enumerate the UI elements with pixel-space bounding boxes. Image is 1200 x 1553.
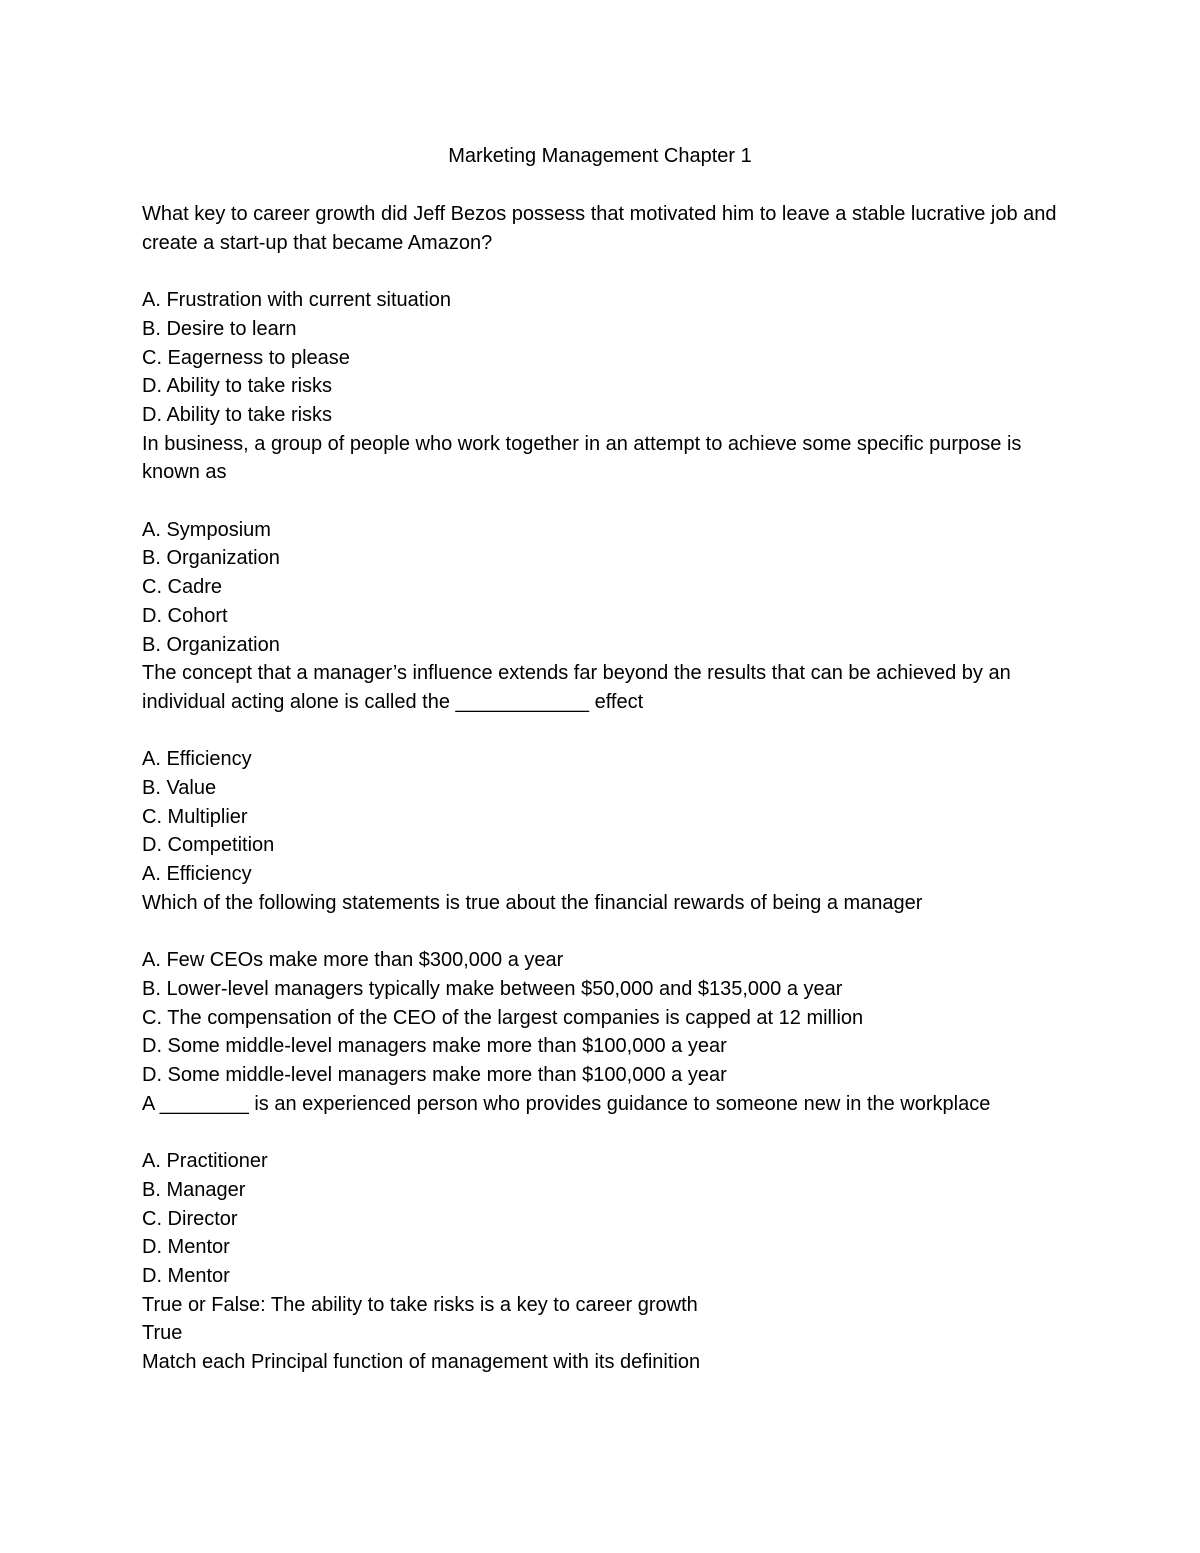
option-b: B. Value [142, 777, 217, 800]
answer: B. Organization [142, 633, 280, 656]
option-b: B. Desire to learn [142, 317, 297, 340]
option-d: D. Mentor [142, 1236, 230, 1259]
question-prompt: The concept that a manager’s influence extends far beyond the results that can be achieved by an individual acting alone is called the ____________ effect [142, 662, 1017, 713]
option-a: A. Efficiency [142, 748, 252, 771]
option-b: B. Lower-level managers typically make between $50,000 and $135,000 a year [142, 977, 843, 1000]
question-prompt: A ________ is an experienced person who provides guidance to someone new in the workplace [142, 1092, 991, 1115]
option-d: D. Some middle-level managers make more than $100,000 a year [142, 1035, 727, 1058]
option-c: C. Director [142, 1207, 238, 1230]
true-false-prompt: True or False: The ability to take risks is a key to career growth [142, 1293, 698, 1316]
spacer [142, 1118, 1062, 1147]
option-c: C. Multiplier [142, 805, 248, 828]
answer: D. Ability to take risks [142, 403, 333, 426]
question-prompt: In business, a group of people who work together in an attempt to achieve some specific purpose is known as [142, 432, 1027, 484]
answer: A. Efficiency [142, 863, 252, 886]
answer: D. Mentor [142, 1264, 230, 1287]
option-d: D. Cohort [142, 604, 228, 627]
spacer [142, 487, 1062, 516]
option-b: B. Manager [142, 1178, 246, 1201]
option-b: B. Organization [142, 547, 280, 570]
option-a: A. Frustration with current situation [142, 289, 452, 312]
question-prompt: What key to career growth did Jeff Bezos possess that motivated him to leave a stable lucrative job and create a start-up that became Amazon? [142, 203, 1063, 254]
option-a: A. Symposium [142, 518, 271, 541]
option-a: A. Practitioner [142, 1150, 268, 1173]
spacer [142, 257, 1062, 286]
option-d: D. Competition [142, 834, 275, 857]
matching-prompt: Match each Principal function of management with its definition [142, 1351, 701, 1374]
question-prompt: Which of the following statements is true about the financial rewards of being a manager [142, 891, 923, 914]
true-false-answer: True [142, 1322, 183, 1345]
option-c: C. Eagerness to please [142, 346, 350, 369]
spacer [142, 918, 1062, 947]
option-c: C. Cadre [142, 576, 223, 599]
document-body [142, 200, 1062, 1377]
option-c: C. The compensation of the CEO of the largest companies is capped at 12 million [142, 1006, 864, 1029]
option-d: D. Ability to take risks [142, 375, 333, 398]
page-title: Marketing Management Chapter 1 [448, 145, 752, 167]
answer: D. Some middle-level managers make more than $100,000 a year [142, 1064, 727, 1087]
spacer [142, 717, 1062, 746]
option-a: A. Few CEOs make more than $300,000 a year [142, 949, 564, 972]
